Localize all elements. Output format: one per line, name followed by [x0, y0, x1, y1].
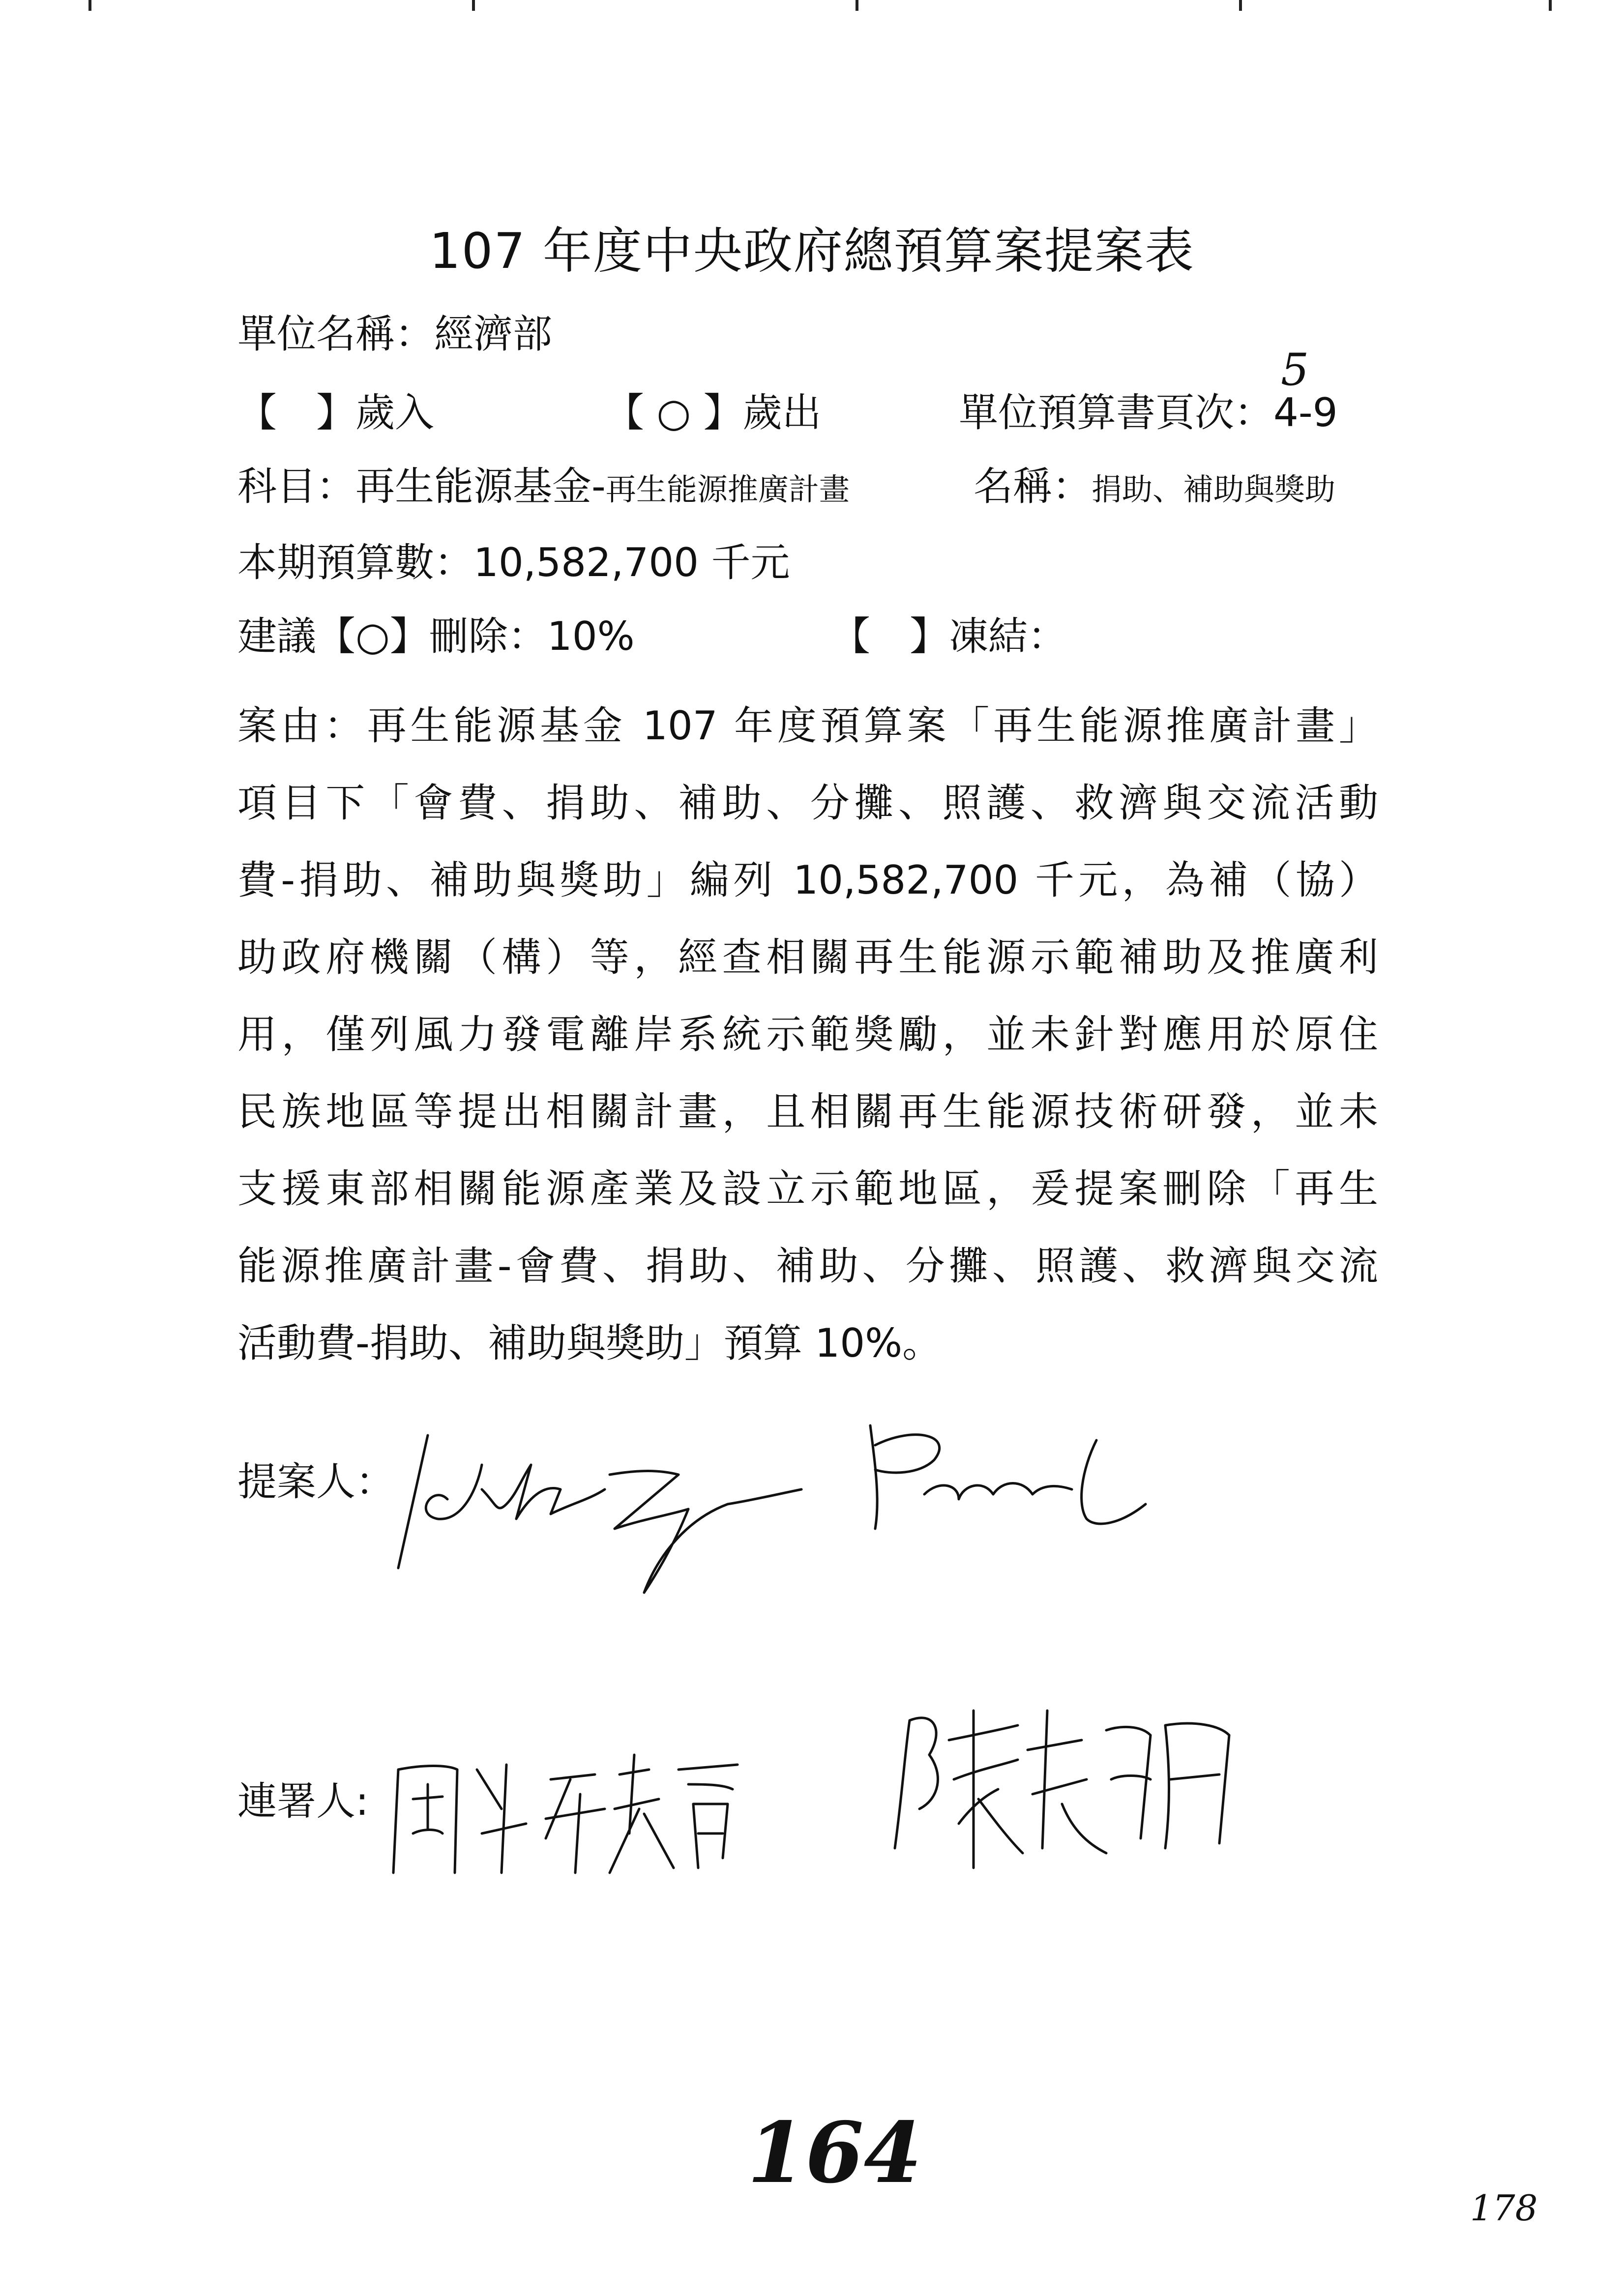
- document-title: 107 年度中央政府總預算案提案表: [429, 222, 1195, 280]
- handwritten-page-number: 164: [747, 2104, 922, 2202]
- cosigner-signature-2: [875, 1681, 1278, 1888]
- revenue-bracket: 【 】歲入: [237, 390, 434, 436]
- name-line: [974, 464, 1336, 509]
- reason-line: 民族地區等提出相關計畫，且相關再生能源技術研發，並未: [237, 1089, 1378, 1134]
- proposer-label: 提案人：: [237, 1459, 395, 1505]
- reason-line: 項目下「會費、捐助、補助、分攤、照護、救濟與交流活動: [237, 780, 1378, 826]
- unit-line: 單位名稱：經濟部: [237, 311, 552, 357]
- page-reference: [959, 390, 1338, 436]
- page-ref-value: 4-9: [1273, 390, 1338, 436]
- subject-value: 再生能源推廣計畫: [605, 471, 850, 507]
- name-label: 名稱：: [974, 464, 1092, 509]
- cosigner-label: 連署人:: [237, 1778, 369, 1824]
- cosigner-signature-1: [384, 1711, 767, 1917]
- name-value: 捐助、補助與獎助: [1092, 471, 1336, 507]
- reason-line: 活動費-捐助、補助與獎助」預算 10%。: [237, 1320, 942, 1366]
- reason-paragraph: [237, 687, 1378, 1382]
- budget-line: 本期預算數：10,582,700 千元: [237, 540, 790, 585]
- reason-line: 能源推廣計畫-會費、捐助、補助、分攤、照護、救濟與交流: [237, 1243, 1378, 1289]
- page-ref-label: 單位預算書頁次：: [959, 390, 1273, 436]
- reason-line: 用，僅列風力發電離岸系統示範獎勵，並未針對應用於原住: [237, 1012, 1378, 1057]
- suggest-line: 建議【○】刪除：10%: [237, 613, 635, 659]
- reason-line: 費-捐助、補助與獎助」編列 10,582,700 千元，為補（協）: [237, 857, 1378, 903]
- reason-line: 案由：再生能源基金 107 年度預算案「再生能源推廣計畫」: [237, 703, 1378, 749]
- subject-line: [237, 464, 850, 509]
- subject-label: 科目：再生能源基金-: [237, 464, 606, 509]
- reason-line: 支援東部相關能源產業及設立示範地區，爰提案刪除「再生: [237, 1166, 1378, 1212]
- freeze-line: 【 】凍結：: [831, 613, 1067, 659]
- reason-line: 助政府機關（構）等，經查相關再生能源示範補助及推廣利: [237, 934, 1378, 980]
- expense-bracket: 【 ○ 】歲出: [605, 390, 822, 436]
- proposer-signature: [384, 1406, 1367, 1612]
- page-ref-handwritten: 5: [1281, 344, 1309, 396]
- corner-page-number: 178: [1470, 2187, 1538, 2229]
- scan-marks: [0, 0, 1624, 15]
